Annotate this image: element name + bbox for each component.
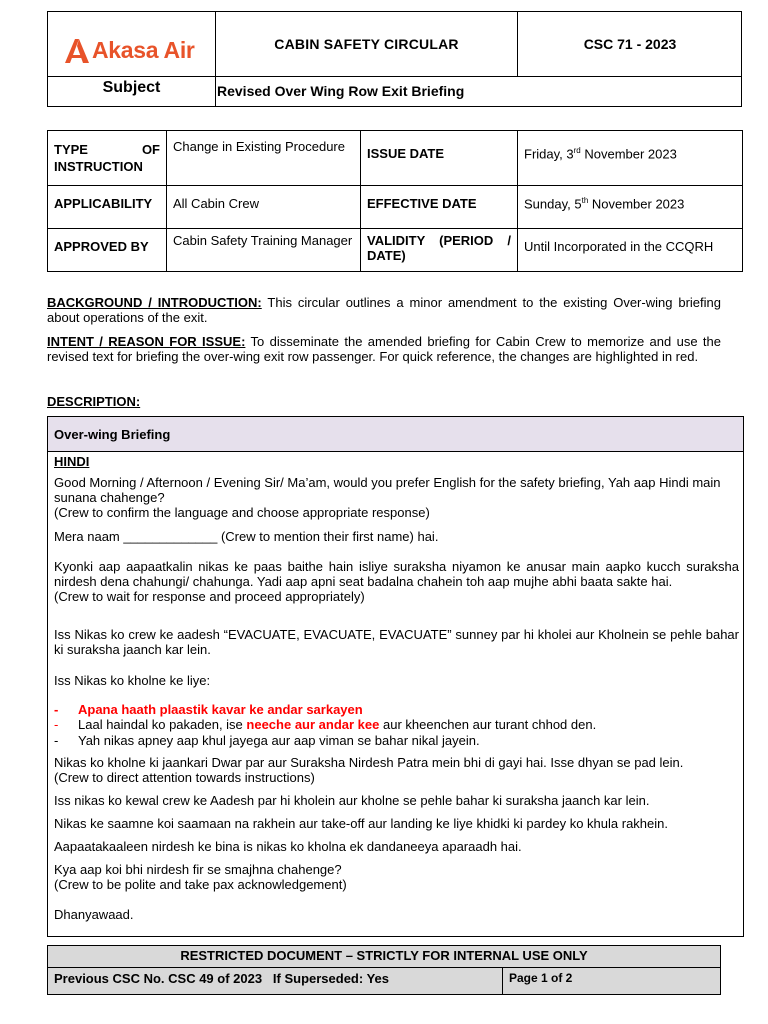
applicability-label: APPLICABILITY: [48, 186, 167, 228]
akasa-logo-icon: [64, 38, 90, 64]
briefing-no-baggage: Nikas ke saamne koi saamaan na rakhein aur take-off aur landing ke liye khidki ki pardey ko khula rakhein.: [54, 816, 668, 831]
background-paragraph: [47, 295, 721, 325]
validity-label-text: VALIDITY (PERIOD / DATE): [367, 233, 511, 263]
validity-label: [361, 229, 518, 271]
issue-date-label: ISSUE DATE: [361, 131, 518, 185]
info-row-approved: [48, 228, 742, 271]
briefing-name-line: Mera naam _____________ (Crew to mention their first name) hai.: [54, 529, 439, 544]
info-row-applicability: [48, 185, 742, 228]
circular-code: CSC 71 - 2023: [583, 36, 677, 52]
type-label-text: TYPE OF INSTRUCTION: [54, 142, 160, 174]
bullet-dash: -: [54, 702, 59, 717]
bullet-3: [54, 733, 480, 748]
bullet-dash: -: [54, 733, 59, 748]
document-title: CABIN SAFETY CIRCULAR: [216, 12, 518, 76]
type-value: [167, 131, 361, 185]
reason-text: Kyonki aap aapaatkalin nikas ke paas baithe hain isliye suraksha niyamon ke anusar main aapko kucch suraksha nirdesh dena chahungi/ chahunga. Yadi aap apni seat badalna chahein toh aap mujhe abhi baata sakte hai.: [54, 559, 739, 589]
approved-by-text: Cabin Safety Training Manager: [173, 233, 353, 248]
reason-note: (Crew to wait for response and proceed appropriately): [54, 589, 365, 604]
intent-text: To disseminate the amended briefing for Cabin Crew to memorize and use the revised text for briefing the over-wing exit row passenger. For quick reference, the changes are highlighted in red.: [47, 334, 721, 364]
subject-label: Subject: [48, 77, 216, 107]
info-card-text: Nikas ko kholne ki jaankari Dwar par aur Suraksha Nirdesh Patra mein bhi di gayi hai. Isse dhyan se pad lein.: [54, 755, 684, 770]
question-text: Kya aap koi bhi nirdesh fir se smajhna chahenge?: [54, 862, 342, 877]
subject-value: Revised Over Wing Row Exit Briefing: [217, 83, 465, 99]
issue-date-suffix: rd: [573, 146, 581, 155]
logo-text: Akasa Air: [92, 37, 195, 63]
description-label: DESCRIPTION:: [47, 394, 141, 409]
bullet-dash: -: [54, 717, 59, 732]
subject-row: [48, 76, 741, 106]
restricted-notice: RESTRICTED DOCUMENT – STRICTLY FOR INTERNAL USE ONLY: [48, 946, 720, 968]
validity-value: Until Incorporated in the CCQRH: [524, 239, 714, 254]
evacuate-text: Iss Nikas ko crew ke aadesh “EVACUATE, EVACUATE, EVACUATE” sunney par hi kholei aur Kholnein se pehle bahar ki suraksha jaanch kar lein.: [54, 627, 739, 657]
issue-date-day: Friday, 3: [524, 146, 574, 162]
briefing-penalty: Aapaatakaaleen nirdesh ke bina is nikas ko kholna ek dandaneeya aparaadh hai.: [54, 839, 522, 854]
intent-paragraph: [47, 334, 721, 364]
briefing-info-card: [54, 755, 739, 785]
approved-by-value: [167, 229, 361, 271]
bullet-2-highlight: neeche aur andar kee: [246, 717, 380, 732]
effective-date-day: Sunday, 5: [524, 196, 582, 212]
bullet-2-post: aur kheenchen aur turant chhod den.: [379, 717, 597, 732]
akasa-logo: [64, 37, 195, 64]
briefing-heading: Over-wing Briefing: [48, 417, 743, 452]
background-label: BACKGROUND / INTRODUCTION:: [47, 295, 262, 310]
description-heading: [47, 394, 721, 409]
effective-date-value: [518, 186, 742, 228]
question-note: (Crew to be polite and take pax acknowledgement): [54, 877, 347, 892]
bullet-2: [54, 717, 597, 732]
greeting-note: (Crew to confirm the language and choose appropriate response): [54, 505, 430, 520]
issue-date-value: [518, 131, 742, 185]
briefing-crew-command: Iss nikas ko kewal crew ke Aadesh par hi kholein aur kholne se pehle bahar ki suraksha jaanch kar lein.: [54, 793, 650, 808]
info-row-type: [48, 131, 742, 185]
previous-csc-text: Previous CSC No. CSC 49 of 2023 If Superseded: Yes: [54, 971, 389, 986]
approved-by-label: APPROVED BY: [48, 229, 167, 271]
briefing-reason: [54, 559, 739, 604]
background-text: This circular outlines a minor amendment to the existing Over-wing briefing about operations of the exit.: [47, 295, 721, 325]
briefing-thanks: Dhanyawaad.: [54, 907, 134, 922]
effective-date-label: EFFECTIVE DATE: [361, 186, 518, 228]
header-table: [47, 11, 742, 107]
applicability-value: All Cabin Crew: [167, 186, 361, 228]
logo-cell: [48, 12, 216, 76]
type-value-text: Change in Existing Procedure: [173, 139, 345, 154]
intent-label: INTENT / REASON FOR ISSUE:: [47, 334, 246, 349]
effective-date-rest: November 2023: [588, 196, 685, 212]
info-card-note: (Crew to direct attention towards instructions): [54, 770, 315, 785]
briefing-greeting: [54, 475, 739, 520]
briefing-box: [47, 416, 744, 937]
briefing-question: [54, 862, 739, 892]
briefing-open-intro: Iss Nikas ko kholne ke liye:: [54, 673, 211, 688]
bullet-2-pre: Laal haindal ko pakaden, ise: [78, 717, 247, 732]
language-label: HINDI: [54, 454, 90, 469]
previous-csc: [48, 968, 503, 994]
issue-date-rest: November 2023: [580, 146, 677, 162]
type-label: [48, 131, 167, 185]
footer-table: [47, 945, 721, 995]
effective-date-suffix: th: [581, 196, 589, 205]
briefing-evacuate: [54, 627, 739, 657]
bullet-1-text: Apana haath plaastik kavar ke andar sarkayen: [78, 702, 363, 717]
page-number: Page 1 of 2: [509, 971, 573, 985]
footer-info-row: [48, 968, 720, 994]
greeting-text: Good Morning / Afternoon / Evening Sir/ Ma’am, would you prefer English for the safety briefing, Yah aap Hindi main sunana chahenge?: [54, 475, 721, 505]
bullet-1: [54, 702, 363, 717]
info-table: [47, 130, 743, 272]
bullet-3-text: Yah nikas apney aap khul jayega aur aap viman se bahar nikal jayein.: [78, 733, 480, 748]
